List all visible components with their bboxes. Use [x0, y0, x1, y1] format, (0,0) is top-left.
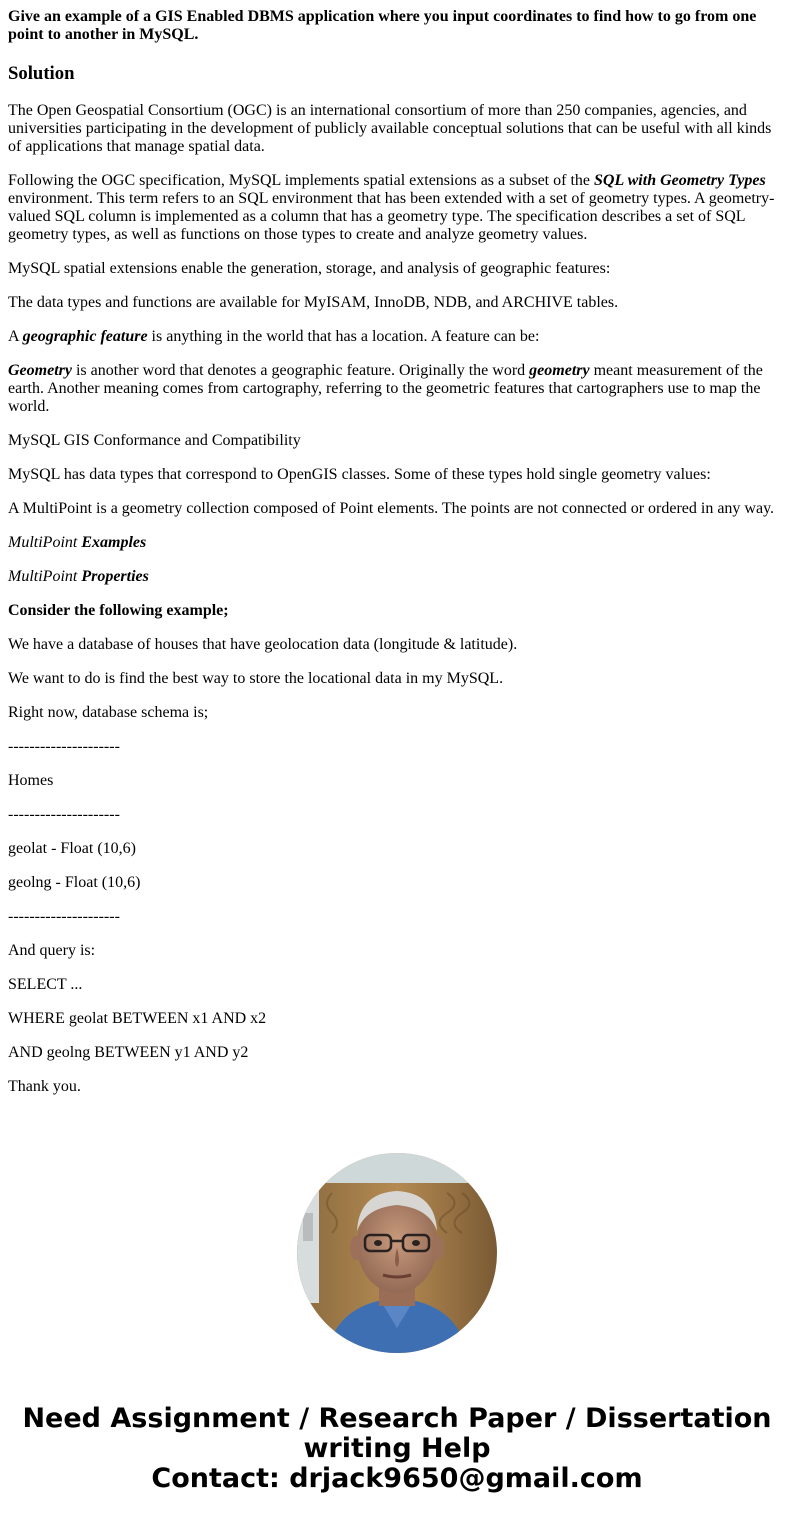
schema-field-geolat: geolat - Float (10,6) — [8, 840, 136, 857]
author-avatar — [297, 1153, 497, 1353]
multipoint-examples-heading — [8, 534, 786, 552]
paragraph-geographic-feature — [8, 328, 786, 346]
contact-banner-line: Need Assignment / Research Paper / Dissertation — [22, 1403, 772, 1434]
text-run: environment. This term refers to an SQL environment that has been extended with a set of geometry types. A geometry-valued SQL column is implemented as a column that has a geometry type. The specification describes a set of SQL geometry types, as well as functions on those types to create and analyze geometry values. — [8, 190, 775, 243]
italic-text: MultiPoint — [8, 568, 78, 585]
text-run: meant measurement of the earth. Another meaning comes from cartography, referring to the geometric features that cartographers use to map the world. — [8, 362, 763, 415]
text-run: is anything in the world that has a location. A feature can be: — [147, 328, 540, 345]
paragraph-ogc-spec — [8, 172, 786, 244]
query-select: SELECT ... — [8, 976, 83, 993]
multipoint-properties-heading — [8, 568, 786, 586]
question-heading: Give an example of a GIS Enabled DBMS application where you input coordinates to find how to go from one point to another in MySQL. — [8, 8, 757, 43]
paragraph-goal: We want to do is find the best way to store the locational data in my MySQL. — [8, 670, 504, 687]
paragraph-conformance: MySQL GIS Conformance and Compatibility — [8, 432, 301, 449]
query-where: WHERE geolat BETWEEN x1 AND x2 — [8, 1010, 267, 1027]
emphasis-text: geographic feature — [22, 328, 148, 345]
paragraph-houses: We have a database of houses that have geolocation data (longitude & latitude). — [8, 636, 518, 653]
paragraph-ogc: The Open Geospatial Consortium (OGC) is an international consortium of more than 250 companies, agencies, and universities participating in the development of publicly available conceptual solutions that can be useful with all kinds of applications that manage spatial data. — [8, 102, 772, 155]
italic-text: MultiPoint — [8, 534, 78, 551]
paragraph-thanks: Thank you. — [8, 1078, 81, 1095]
emphasis-text: Examples — [77, 534, 147, 551]
author-portrait-image — [297, 1153, 497, 1353]
example-heading: Consider the following example; — [8, 602, 229, 619]
query-and: AND geolng BETWEEN y1 AND y2 — [8, 1044, 249, 1061]
emphasis-text: Geometry — [8, 362, 72, 379]
solution-heading: Solution — [8, 63, 75, 84]
text-run: A — [8, 328, 23, 345]
paragraph-table-types: The data types and functions are available for MyISAM, InnoDB, NDB, and ARCHIVE tables. — [8, 294, 619, 311]
schema-divider: --------------------- — [8, 806, 120, 823]
contact-email-line: Contact: drjack9650@gmail.com — [151, 1463, 643, 1494]
paragraph-schema-intro: Right now, database schema is; — [8, 704, 209, 721]
schema-table-name: Homes — [8, 772, 54, 789]
contact-banner-line: writing Help — [303, 1433, 491, 1464]
schema-field-geolng: geolng - Float (10,6) — [8, 874, 141, 891]
paragraph-query-intro: And query is: — [8, 942, 96, 959]
text-run: is another word that denotes a geographic feature. Originally the word — [71, 362, 530, 379]
document-body — [8, 8, 786, 1112]
schema-divider: --------------------- — [8, 908, 120, 925]
text-run: Following the OGC specification, MySQL implements spatial extensions as a subset of the — [8, 172, 594, 189]
emphasis-text: geometry — [529, 362, 590, 379]
paragraph-data-types: MySQL has data types that correspond to OpenGIS classes. Some of these types hold single geometry values: — [8, 466, 711, 483]
paragraph-multipoint: A MultiPoint is a geometry collection composed of Point elements. The points are not connected or ordered in any way. — [8, 500, 775, 517]
contact-banner — [0, 1404, 794, 1494]
schema-divider: --------------------- — [8, 738, 120, 755]
emphasis-text: Properties — [77, 568, 149, 585]
paragraph-spatial-extensions: MySQL spatial extensions enable the generation, storage, and analysis of geographic features: — [8, 260, 611, 277]
paragraph-geometry — [8, 362, 786, 416]
emphasis-text: SQL with Geometry Types — [594, 172, 766, 189]
